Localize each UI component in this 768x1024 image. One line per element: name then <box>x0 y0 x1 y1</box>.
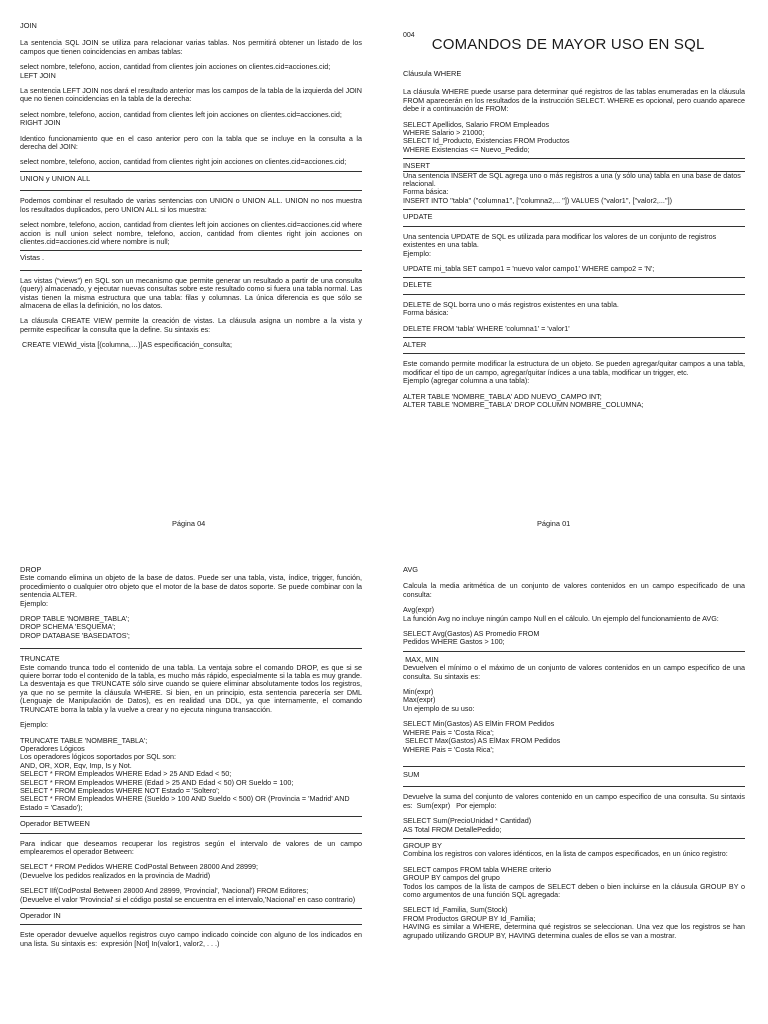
page-number-04: Página 04 <box>172 519 206 528</box>
max-min-example: SELECT Min(Gastos) AS ElMin FROM Pedidos WHERE Pais = 'Costa Rica'; SELECT Max(Gastos) AS ElMax FROM Pedidos WHERE Pais = 'Costa Rica'; <box>403 719 561 754</box>
join-example: select nombre, telefono, accion, cantidad from clientes join acciones on clientes.cid=acciones.cid; LEFT JOIN <box>20 62 331 80</box>
divider <box>403 651 745 652</box>
max-min-description: Devuelven el mínimo o el máximo de un conjunto de valores contenidos en un campo especifico de una consulta. Su sintaxis es: <box>403 663 747 681</box>
vistas-description: Las vistas (“views”) en SQL son un mecanismo que permite generar un resultado a partir de una consulta (query) almacenado, y ejecutar nuevas consultas sobre este resultado como si fuera una tabla normal. Las vistas tienen la misma estructura que una tabla: filas y columnas. La única diferencia es que sólo se almacena de ellas la definición, no los datos. <box>20 275 364 310</box>
insert-description: Una sentencia INSERT de SQL agrega uno o más registros a una (y sólo una) tabla en una base de datos relacional. Forma básica: INSERT INTO ''tabla'' (''columna1'', [''columna2,... '']) VALUES (''valor1'', [''valor2,...'']) <box>403 170 741 205</box>
union-description: Podemos combinar el resultado de varias sentencias con UNION o UNION ALL. UNION no nos muestra los resultados duplicados, pero UNION ALL si los muestra: <box>20 196 364 214</box>
divider <box>403 158 745 159</box>
divider <box>403 786 745 787</box>
left-join-description: La sentencia LEFT JOIN nos dará el resultado anterior mas los campos de la tabla de la izquierda del JOIN que no tienen coincidencias en la tabla de la derecha: <box>20 86 364 104</box>
sum-example: SELECT Sum(PrecioUnidad * Cantidad) AS Total FROM DetallePedido; <box>403 816 532 834</box>
group-by-example: SELECT Id_Familia, Sum(Stock) FROM Productos GROUP BY Id_Familia; HAVING es similar a WHERE, determina qué registros se seleccionan. Una vez que los registros se han agrupado utilizando GROUP BY, HAVING determina cuales de ellos se van a mostrar. <box>403 905 745 940</box>
divider <box>20 171 362 172</box>
truncate-description: Este comando trunca todo el contenido de una tabla. La ventaja sobre el comando DROP, es que si se quiere borrar todo el contenido de la tabla, es mucho más rápido, especialmente si la tabla es muy grande. La desventaja es que TRUNCATE sólo sirve cuando se quiere eliminar absolutamente todos los registros, ya que no se permite la cláusula WHERE. Si bien, en un principio, esta sentencia parecería ser DML (Lenguaje de Manipulación de Datos), es en realidad una DDL, ya que internamente, el comando TRUNCATE borra la tabla y la vuelve a crear y no ejecuta ninguna transacción. <box>20 662 364 714</box>
update-title: UPDATE <box>403 212 433 222</box>
vistas-title: Vistas . <box>20 253 45 263</box>
drop-description: Este comando elimina un objeto de la base de datos. Puede ser una tabla, vista, índice, trigger, función, procedimiento o cualquier otro objeto que el motor de la base de datos soporte. Se puede combinar con la sentencia ALTER. Ejemplo: <box>20 573 362 608</box>
page-04-top-section <box>20 22 362 542</box>
divider <box>20 250 362 251</box>
max-min-title: MAX, MIN <box>403 654 439 664</box>
alter-example: ALTER TABLE 'NOMBRE_TABLA' ADD NUEVO_CAMPO INT; ALTER TABLE 'NOMBRE_TABLA' DROP COLUMN NOMBRE_COLUMNA; <box>403 391 644 409</box>
divider <box>403 277 745 278</box>
divider <box>20 190 362 191</box>
divider <box>20 908 362 909</box>
page-code: 004 <box>403 32 415 39</box>
title-row <box>403 30 745 64</box>
group-by-syntax: SELECT campos FROM tabla WHERE criterio GROUP BY campos del grupo Todos los campos de la lista de campos de SELECT deben o bien incluirse en la cláusula GROUP BY o como argumentos de una función SQL agregada: <box>403 864 745 899</box>
divider <box>403 226 745 227</box>
avg-syntax: Avg(expr) La función Avg no incluye ningún campo Null en el cálculo. Un ejemplo del funcionamiento de AVG: <box>403 605 719 623</box>
bottom-left-section <box>20 566 362 1024</box>
truncate-example-label: Ejemplo: <box>20 720 48 730</box>
divider <box>403 766 745 767</box>
where-title: Cláusula WHERE <box>403 69 462 78</box>
insert-title: INSERT <box>403 161 430 171</box>
between-example-1: SELECT * FROM Pedidos WHERE CodPostal Between 28000 And 28999; (Devuelve los pedidos realizados en la provincia de Madrid) <box>20 862 258 880</box>
divider <box>20 648 362 649</box>
divider <box>20 816 362 817</box>
avg-example: SELECT Avg(Gastos) AS Promedio FROM Pedidos WHERE Gastos > 100; <box>403 629 540 647</box>
sum-title: SUM <box>403 769 420 779</box>
union-title: UNION y UNION ALL <box>20 173 91 183</box>
sum-description: Devuelve la suma del conjunto de valores contenido en un campo especifico de una consulta. Su sintaxis es: Sum(expr) Por ejemplo: <box>403 792 747 810</box>
between-description: Para indicar que deseamos recuperar los registros según el intervalo de valores de un campo emplearemos el operador Between: <box>20 838 364 856</box>
divider <box>403 337 745 338</box>
max-min-syntax: Min(expr) Max(expr) Un ejemplo de su uso: <box>403 687 475 713</box>
where-example: SELECT Apellidos, Salario FROM Empleados WHERE Salario > 21000; SELECT Id_Producto, Existencias FROM Productos WHERE Existencias <= Nuevo_Pedido; <box>403 119 570 154</box>
create-view-syntax: CREATE VIEWid_vista [(columna,…)]AS especificación_consulta; <box>20 340 232 350</box>
update-description: Una sentencia UPDATE de SQL es utilizada para modificar los valores de un conjunto de registros existentes en una tabla. Ejemplo: <box>403 231 717 258</box>
delete-title: DELETE <box>403 280 432 290</box>
delete-description: DELETE de SQL borra uno o más registros existentes en una tabla. Forma básica: <box>403 299 619 318</box>
create-view-description: La cláusula CREATE VIEW permite la creación de vistas. La cláusula asigna un nombre a la vista y permite especificar la consulta que la define. Su sintaxis es: <box>20 316 364 334</box>
between-example-2: SELECT IIf(CodPostal Between 28000 And 28999, 'Provincial', 'Nacional') FROM Editores; (Devuelve el valor 'Provincial' si el código postal se encuentra en el intervalo,'Nacional' en caso contrario) <box>20 886 356 904</box>
document-title: COMANDOS DE MAYOR USO EN SQL <box>431 36 705 53</box>
delete-example: DELETE FROM 'tabla' WHERE 'columna1' = 'valor1' <box>403 323 570 333</box>
in-title: Operador IN <box>20 911 61 920</box>
truncate-title: TRUNCATE <box>20 654 60 664</box>
right-join-description: Identico funcionamiento que en el caso anterior pero con la tabla que se incluye en la consulta a la derecha del JOIN: <box>20 133 364 152</box>
right-join-example: select nombre, telefono, accion, cantidad from clientes right join acciones on clientes.cid=acciones.cid; <box>20 157 347 167</box>
page-number-01: Página 01 <box>537 519 571 528</box>
left-join-example: select nombre, telefono, accion, cantidad from clientes left join acciones on clientes.cid=acciones.cid; RIGHT JOIN <box>20 109 342 128</box>
page-01-top-section <box>403 32 747 538</box>
union-example: select nombre, telefono, accion, cantidad from clientes left join acciones on clientes.cid=acciones.cid where accion is null union select nombre, telefono, accion, cantidad from clientes right join acciones on clientes.cid=acciones.cid where nombre is null; <box>20 220 364 246</box>
join-description: La sentencia SQL JOIN se utiliza para relacionar varias tablas. Nos permitirá obtener un listado de los campos que tienen coincidencias en ambas tablas: <box>20 38 364 56</box>
between-title: Operador BETWEEN <box>20 819 90 829</box>
divider <box>20 833 362 834</box>
divider <box>403 838 745 839</box>
alter-description: Este comando permite modificar la estructura de un objeto. Se pueden agregar/quitar campos a una tabla, modificar el tipo de un campo, agregar/quitar índices a una tabla, modificar un trigger, etc. Ejemplo (agregar columna a una tabla): <box>403 359 745 386</box>
avg-description: Calcula la media aritmética de un conjunto de valores contenidos en un campo especificado de una consulta: <box>403 581 747 599</box>
truncate-example: TRUNCATE TABLE 'NOMBRE_TABLA'; Operadores Lógicos Los operadores lógicos soportados por SQL son: AND, OR, XOR, Eqv, Imp, Is y Not. SELECT * FROM Empleados WHERE Edad > 25 AND Edad < 50; SELECT * FROM Empleados WHERE (Edad > 25 AND Edad < 50) OR Sueldo = 100; SELECT * FROM Empleados WHERE NOT Estado = 'Soltero'; SELECT * FROM Empleados WHERE (Sueldo > 100 AND Sueldo < 500) OR (Provincia = 'Madrid' AND Estado = 'Casado'); <box>20 735 350 812</box>
divider <box>20 924 362 925</box>
divider <box>403 209 745 210</box>
in-description: Este operador devuelve aquellos registros cuyo campo indicado coincide con alguno de los indicados en una lista. Su sintaxis es: expresión [Not] In(valor1, valor2, . . .) <box>20 930 364 948</box>
divider <box>20 270 362 271</box>
bottom-right-section <box>403 566 745 1024</box>
drop-example: DROP TABLE 'NOMBRE_TABLA'; DROP SCHEMA 'ESQUEMA'; DROP DATABASE 'BASEDATOS'; <box>20 614 130 640</box>
group-by-description: Combina los registros con valores idénticos, en la lista de campos especificados, en un único registro: <box>403 849 728 859</box>
join-title: JOIN <box>20 21 37 30</box>
divider <box>403 294 745 295</box>
avg-title: AVG <box>403 565 419 574</box>
divider <box>403 353 745 354</box>
drop-title: DROP <box>20 565 42 574</box>
where-description: La cláusula WHERE puede usarse para determinar qué registros de las tablas enumeradas en la cláusula FROM aparecerán en los resultados de la instrucción SELECT. WHERE es opcional, pero cuando aparece debe ir a continuación de FROM: <box>403 87 747 114</box>
alter-title: ALTER <box>403 339 427 349</box>
group-by-title: GROUP BY <box>403 840 442 850</box>
update-example: UPDATE mi_tabla SET campo1 = 'nuevo valor campo1' WHERE campo2 = 'N'; <box>403 263 655 273</box>
